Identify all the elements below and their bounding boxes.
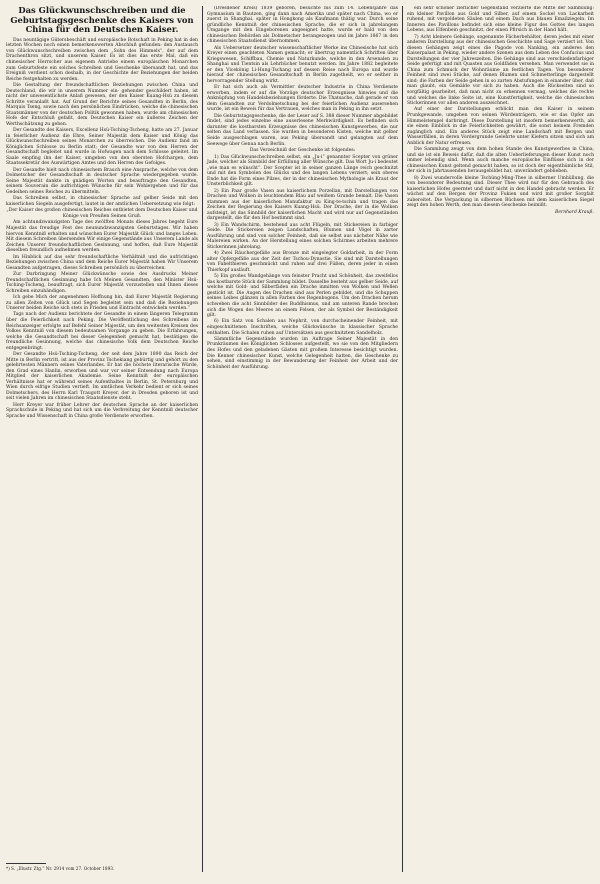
paragraph: Herr Kreyer war früher Lehrer der deutschen Sprache an der kaiserlichen Sprachschule in Peking und hat sich um die Verbreitung der Kenntniß deutscher Sprache und Wissenschaft in China große Verdienste erworben. (6, 402, 198, 419)
column-1 (6, 6, 202, 872)
column-3 (402, 6, 594, 872)
paragraph: Sämmtliche Gegenstände wurden im Auftrage Seiner Majestät in den Prunkräumen des Königlichen Schlosses aufgestellt, wo sie von den Mitgliedern des Hofes und den geladenen Gästen mit großem Interesse besichtigt wurden. Die Kenner chinesischer Kunst, welche Gelegenheit hatten, die Geschenke zu sehen, sind einstimmig in der Bewunderung der Feinheit der Arbeit und der Schönheit der Ausführung. (207, 336, 398, 370)
list-item: 7) Acht kleinere Gehänge, sogenannte Fächerbehälter, deren jedes mit einer anderen Darstellung aus der chinesischen Geschichte und Sage verziert ist. Von diesen Gehängen zeigt eines die Pagode von Nanking, ein anderes den Kaiserpalast in Peking, wieder andere Szenen aus dem Leben des Confucius und Darstellungen der vier Jahreszeiten. Die Gehänge sind aus verschiedenfarbiger Seide gefertigt und mit Quasten aus Goldfäden versehen. Man verwendet sie in China zum Schmuck der Wohnräume an festlichen Tagen. Von besonderer Feinheit sind zwei Stücke, auf denen Blumen und Schmetterlinge dargestellt sind; die Farben der Seide gehen in so zarten Abstufungen in einander über, daß man glaubt, ein Gemälde vor sich zu haben. Auch die Rückseiten sind so sorgfältig gearbeitet, daß man nicht zu erkennen vermag, welches die rechte und welches die linke Seite ist, eine Kunstfertigkeit, welche die chinesischen Stickerinnen vor allen anderen auszeichnet. (407, 34, 594, 107)
footnote-rule (6, 863, 46, 864)
list-item: 1) Das Glückwunschschreiben selbst, ein „Ju-i“ genannter Scepter von grüner Jade, welcher als Sinnbild der Erfüllung aller Wünsche gilt. Das Wort Ju-i bedeutet „wie man es wünscht“. Der Scepter ist in seiner ganzen Länge reich geschnitzt und mit den Symbolen des Glücks und des langen Lebens verziert; sein oberes Ende hat die Form eines Pilzes, der in der chinesischen Mythologie als Kraut der Unsterblichkeit gilt. (207, 154, 398, 188)
author-signature: Bernhard Krauß. (555, 209, 594, 215)
paragraph: Das neuntägige Gütersbeschäft und europäische Botschaft in Peking hat in den letzten Wochen noch einen bemerkenswerten Abschluß gefunden: den Austausch von Glückwunschschreiben zwischen dem „Sohn des Himmels“, der auf dem Drachenthron sitzt, und unserem Kaiser. Es ist dies das erste Mal, daß ein chinesischer Herrscher aus eigenem Antriebe einem europäischen Monarchen zum Geburtsfeste ein solches Schreiben und Geschenke übersandt hat, und das Ereigniß verdient schon deshalb, in der Geschichte der Beziehungen der beiden Reiche festgehalten zu werden. (6, 37, 198, 82)
paragraph: Die Gestaltung der freundschaftlichen Beziehungen zwischen China und Deutschland, die wir in unserem Nummer ein- gehender geschildert haben, ist nicht der unwesentlichste Anlaß gewesen, der den Kaiser Kuang-Hsü zu diesem Schritte veranlaßt hat. Auf Grund der Berichte seines Gesandten in Berlin, des Marquis Tseng, sowie nach den persönlichen Eindrücken, welche die chinesischen Staatsmänner von der deutschen Politik gewonnen haben, wurde am chinesischen Hofe der Entschluß gefaßt, dem Deutschen Kaiser ein äußeres Zeichen der Werthschätzung zu geben. (6, 82, 198, 127)
newspaper-page (6, 6, 594, 872)
column-2 (202, 6, 402, 872)
list-item: 5) Ein großes Wandgehänge von feinster Pracht und Schönheit, das zweifellos das kostbarste Stück der Sammlung bildet. Dasselbe besteht aus gelber Seide, auf welche mit Gold- und Silberfäden ein Drache inmitten von Wolken und Wellen gestickt ist. Die Augen des Drachen sind aus Perlen gebildet, und die Schuppen seines Leibes glänzen in allen Farben des Regenbogens. Um den Drachen herum schweben die acht Sinnbilder des Buddhismus, und am unteren Rande brechen sich die Wogen des Meeres an einem Felsen, der als Symbol der Beständigkeit gilt. (207, 274, 398, 319)
paragraph: ein sehr schöner zierlicher Gegenstand verzierte die Mitte der Sammlung: ein kleiner Pavillon aus Gold und Silber, auf einem Sockel von Lackarbeit ruhend, mit vergoldeten Säulen und einem Dach aus blauen Emailziegeln. Im Inneren des Pavillons befindet sich eine kleine Figur des Gottes des langen Lebens, aus Elfenbein geschnitzt, der einen Pfirsich in der Hand hält. (407, 6, 594, 34)
paragraph: Der Gesandte Hsü-Tsching-Tscheng, der seit dem Jahre 1890 das Reich der Mitte in Berlin vertritt, ist aus der Provinz Tschekiang gebürtig und gehört zu den gelehrtesten Männern seines Vaterlandes. Er hat die höchste literarische Würde, den Grad eines Hanlin, erworben und war vor seiner Entsendung nach Europa Mitglied der kaiserlichen Akademie. Seine Kenntniß der europäischen Verhältnisse hat er während seines Aufenthaltes in Berlin, St. Petersburg und Wien durch eifrige Studien vertieft. Im amtlichen Verkehr bedient er sich seines Dolmetschers, des Herrn Karl Traugott Kreyer, der in Dresden geboren ist und seit vielen Jahren im chinesischen Staatsdienste steht. (6, 352, 198, 402)
paragraph: Das Schreiben selbst, in chinesischer Sprache auf gelber Seide mit den kaiserlichen Siegeln ausgefertigt, lautet in der amtlichen Uebersetzung wie folgt: (6, 196, 198, 207)
list-heading: Das Verzeichniß der Geschenke ist folgendes: (249, 148, 356, 154)
list-item: 2) Ein Paar große Vasen aus kaiserlichem Porzellan, mit Darstellungen von Drachen und Wolken in leuchtendem Blau auf weißem Grunde bemalt. Die Vasen stammen aus der kaiserlichen Manufaktur zu King-te-tschin und tragen das Zeichen der Regierung des Kaisers Kuang-Hsü. Der Drache, der in die Wolken aufsteigt, ist das Sinnbild der kaiserlichen Macht und wird nur auf Gegenständen dargestellt, die für den Hof bestimmt sind. (207, 188, 398, 222)
paragraph: Ich gebe Mich der angenehmen Hoffnung hin, daß Eurer Majestät Regierung zu allen Zeiten von Glück und Segen begleitet sein und daß die Beziehungen Unserer beiden Reiche sich stets in Frieden und Eintracht entwickeln werden.“ (6, 294, 198, 312)
letter-salutation: „Der Kaiser des großen chinesischen Reiches entbietet dem Deutschen Kaiser und Könige von Preußen Seinen Gruß. (6, 208, 198, 219)
paragraph: Tags nach der Audienz berichtete der Gesandte in einem längeren Telegramm über die Feierlichkeit nach Peking. Die Veröffentlichung des Schreibens im Reichsanzeiger erfolgte auf Befehl Seiner Majestät, um den weitesten Kreisen des Volkes Kenntniß von diesem bedeutsamen Vorgange zu geben. Die Erfahrungen, welche die Gesandtschaft bei dieser Gelegenheit gemacht hat, bestätigen die freundliche Gesinnung, welche das chinesische Volk dem Deutschen Reiche entgegenbringt. (6, 312, 198, 351)
paragraph: Im Hinblick auf das sehr freundschaftliche Verhältniß und die aufrichtigen Beziehungen zwischen China und dem Reiche Eurer Majestät haben Wir Unserem Gesandten aufgetragen, dieses Schreiben persönlich zu überreichen. (6, 254, 198, 271)
paragraph: Die Sammlung zeugt von dem hohen Stande des Kunstgewerbes in China, und sie ist ein Beweis dafür, daß die alten Ueberlieferungen dieser Kunst noch immer lebendig sind. Wenn auch manche europäische Einflüsse sich in der chinesischen Kunst geltend gemacht haben, so ist doch der eigenthümliche Stil, der sich in Jahrtausenden herausgebildet hat, unverändert geblieben. (407, 147, 594, 175)
article-title: Das Glückwunschschreiben und die Geburtstagsgeschenke des Kaisers von China für den Deutschen Kaiser. (10, 6, 194, 35)
paragraph: Auf einer der Darstellungen erblickt man den Kaiser in seinem Prunkgewande, umgeben von seinen Würdenträgern, wie er das Opfer am Himmelstempel darbringt. Diese Darstellung ist insofern bemerkenswerth, als sie einen Einblick in die Feierlichkeiten gewährt, die sonst keinem Fremden zugänglich sind. Ein anderes Stück zeigt eine Landschaft mit Bergen und Wasserfällen, in deren Vordergrunde Gelehrte unter Kiefern sitzen und sich am Anblick der Natur erfreuen. (407, 107, 594, 146)
paragraph: Zur Darbringung Meiner Glückwünsche sowie des Ausdrucks Meiner freundschaftlichen Gesinnung habe Ich Meinen Gesandten, den Minister Hsü-Tsching-Tscheng, beauftragt, sich Eurer Majestät vorzustellen und Ihnen dieses Schreiben einzuhändigen. (6, 271, 198, 294)
paragraph: Die Geburtstagsgeschenke, die der Leser auf S. 388 dieser Nummer abgebildet findet, sind jedes einzelne eine auserlesene Merkwürdigkeit. Es befinden sich darunter die kostbarsten Erzeugnisse des chinesischen Kunstgewerbes, die nur selten das Land verlassen. Sie wurden in besonderen Kisten, welche mit gelber Seide ausgeschlagen waren, aus Peking übersandt und gelangten auf dem Seewege über Genua nach Berlin. (207, 113, 398, 147)
list-item: 6) Ein Satz von Schalen aus Nephrit, von durchscheinender Feinheit, mit eingeschnittenen Inschriften, welche Glückwünsche in klassischer Sprache enthalten. Die Schalen ruhen auf Untersätzen aus geschnitztem Sandelholz. (207, 319, 398, 336)
footnote: *) S. „Illustr. Ztg.“ Nr. 2914 vom 27. October 1893. (6, 866, 115, 871)
paragraph: Er hat sich auch als Vermittler deutscher Industrie in China Verdienste erworben, indem er auf die Vorzüge deutscher Erzeugnisse hinwies und die Anknüpfung von Handelsbeziehungen förderte. Die Thatsache, daß gerade er von dem Gesandten zur Verdolmetschung bei der feierlichen Audienz ausersehen wurde, ist ein Beweis für das Vertrauen, welches man in Peking in ihn setzt. (207, 85, 398, 113)
paragraph: Als Uebersetzer deutscher wissenschaftlicher Werke ins Chinesische hat sich Kreyer einen geachteten Namen gemacht; er übertrug namentlich Schriften über Kriegswesen, Schiffbau, Chemie und Naturkunde, welche in den Arsenalen zu Shanghai und Tientsin als Lehrbücher benutzt werden. Im Jahre 1882 begleitete er den Vicekönig Li-Hung-Tschang auf dessen Reise nach Europa und wurde hierauf der chinesischen Gesandtschaft in Berlin zugetheilt, wo er seither in hervorragender Stellung wirkt. (207, 45, 398, 84)
list-item: 8) Zwei wundervolle kleine Tschüng-Ming-Thee in silberner Umhüllung, die von besonderer Bedeutung sind. Dieser Thee wird nur für den Gebrauch des kaiserlichen Hofes geerntet und darf nicht in den Handel gebracht werden. Er wächst auf den Bergen der Provinz Fukien und wird mit großer Sorgfalt zubereitet. Die Verpackung in silbernen Büchsen mit dem kaiserlichen Siegel zeigt den hohen Werth, den man diesem Geschenke beimißt. (407, 175, 594, 209)
paragraph: (Dresdener Kreis) 1839 geboren, besuchte bis zum 14. Lebensjahre das Gymnasium in Bautzen, ging dann nach Amerika und später nach China, wo er zuerst in Shanghai, später in Hongkong als Kaufmann thätig war. Durch seine gründliche Kenntniß der chinesischen Sprache, die er sich in jahrelangem Umgange mit den Eingeborenen angeeignet hatte, wurde er bald von den chinesischen Behörden als Dolmetscher herangezogen und im Jahre 1867 in den chinesischen Staatsdienst übernommen. (207, 6, 398, 45)
paragraph: Der Gesandte hielt nach chinesischem Brauch eine Ansprache, welche von dem Dolmetscher der Gesandtschaft in deutscher Sprache wiedergegeben wurde. Seine Majestät dankte in gnädigen Worten und beauftragte den Gesandten, seinem Souverain die aufrichtigen Wünsche für sein Wohlergehen und für das Gedeihen seines Reiches zu übermitteln. (6, 167, 198, 195)
list-item: 3) Ein Wandschirm, bestehend aus acht Flügeln, mit Stickereien in farbiger Seide. Die Stickereien zeigen Landschaften, Blumen und Vögel in zarter Ausführung und sind von solcher Feinheit, daß sie selbst aus nächster Nähe wie Malereien wirken. An der Herstellung eines solchen Schirmes arbeiten mehrere Stickerinnen jahrelang. (207, 222, 398, 250)
list-item: 4) Zwei Räuchergefäße aus Bronze mit eingelegter Goldarbeit, in der Form alter Opfergefäße aus der Zeit der Tschou-Dynastie. Sie sind mit Darstellungen von Fabelthieren geschmückt und ruhen auf drei Füßen, deren jeder in einen Thierkopf ausläuft. (207, 251, 398, 273)
paragraph: Der Gesandte des Kaisers, Excellenz Hsü-Tsching-Tscheng, hatte am 27. Januar in feierlicher Audienz die Ehre, Seiner Majestät dem Kaiser und König das Glückwunschschreiben seines Monarchen zu überreichen. Die Audienz fand im Königlichen Schlosse zu Berlin statt; der Gesandte war von den Herren der Gesandtschaft begleitet und wurde in Hofwagen nach dem Schlosse geleitet. Im Saale empfing ihn der Kaiser, umgeben von den obersten Hofchargen, dem Staatssekretär des Auswärtigen Amtes und den Herren des Gefolges. (6, 128, 198, 167)
paragraph: Am achtundzwanzigsten Tage des zwölften Monats dieses Jahres begeht Eure Majestät das freudige Fest des neunundzwanzigsten Geburtstages. Wir haben hiervon Kenntniß erhalten und wünschen Eurer Majestät Glück und langes Leben. Mit diesem Schreiben übersenden Wir einige Gegenstände aus Unserem Lande als Zeichen Unserer freundschaftlichen Gesinnung, und hoffen, daß Eure Majestät dieselben freundlich aufnehmen werden. (6, 220, 198, 254)
